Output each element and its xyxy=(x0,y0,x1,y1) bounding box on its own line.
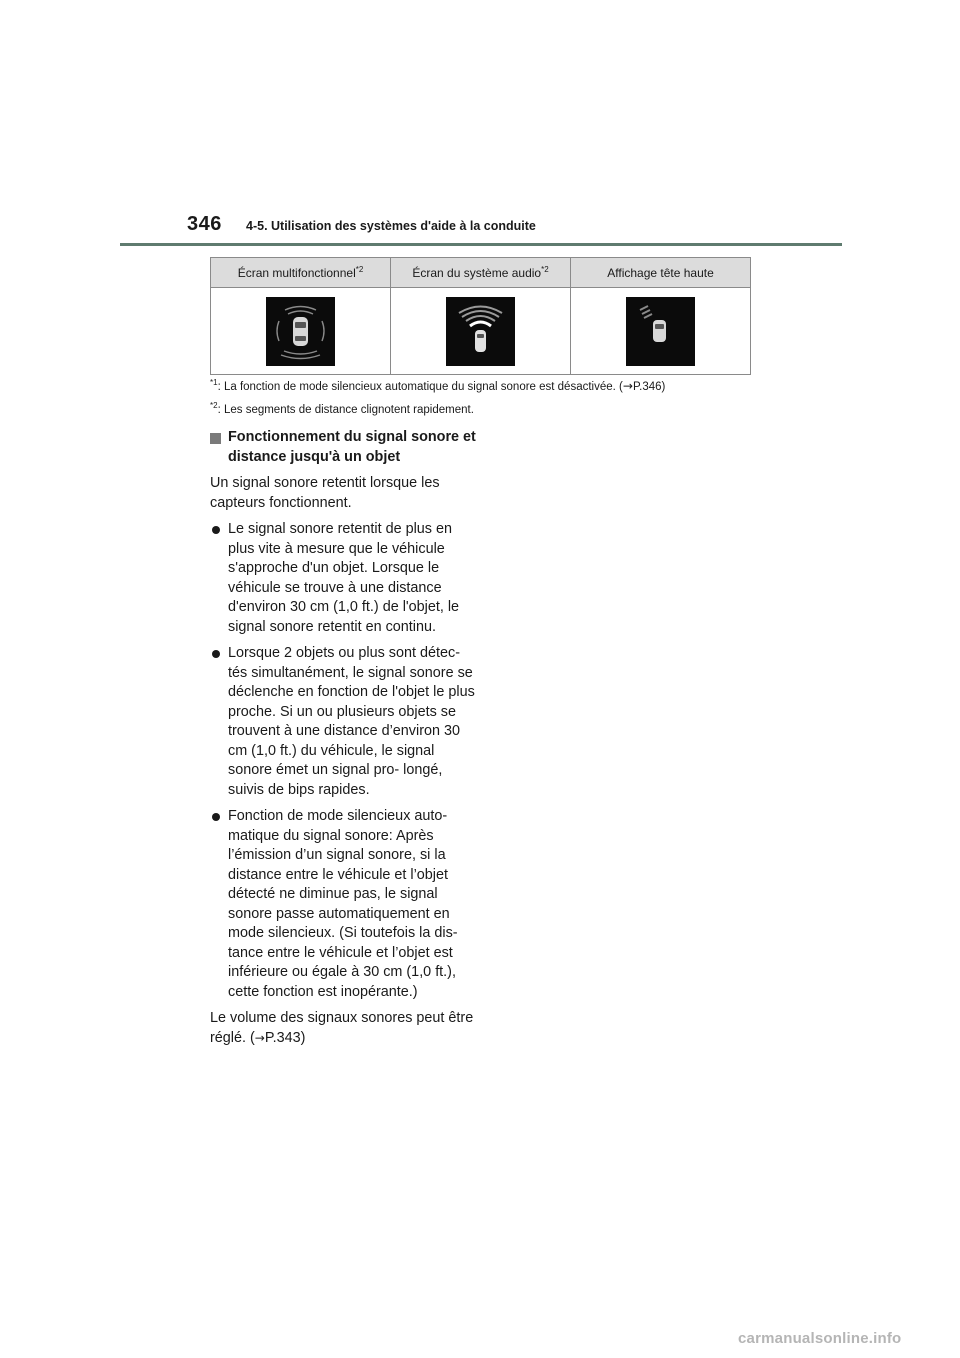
parking-sensor-multi-display-icon xyxy=(266,297,335,366)
footnote-mark: *1 xyxy=(210,378,218,387)
table-cell xyxy=(571,288,751,375)
header-rule xyxy=(120,243,842,246)
closing-text: Le volume des signaux sonores peut être réglé. ( xyxy=(210,1010,474,1046)
table-header-cell xyxy=(391,258,571,288)
table-image-row xyxy=(211,288,751,375)
bullet-item xyxy=(210,520,480,637)
page-number: 346 xyxy=(187,213,222,235)
bullet-dot-icon xyxy=(212,813,220,821)
footnote-text: : La fonction de mode silencieux automatique du signal sonore est désactivée. ( xyxy=(217,380,623,393)
display-table xyxy=(210,257,751,375)
bullet-text: Fonction de mode silencieux auto- matique du signal sonore: Après l’émission d’un signal sonore, si la distance entre le véhicule et l’objet détecté ne diminue pas, le signal sonore passe automatiquement en mode silencieux. (Si toutefois la dis- tance entre le véhicule et l’objet est inférieure ou égale à 30 cm (1,0 ft.), cette fonction est inopérante.) xyxy=(228,808,458,1000)
bullet-dot-icon xyxy=(212,650,220,658)
parking-sensor-audio-display-icon xyxy=(446,297,515,366)
page-reference-link[interactable]: P.343) xyxy=(264,1029,306,1046)
footnote-mark: *2 xyxy=(355,265,364,274)
closing-paragraph xyxy=(210,1009,480,1048)
bullet-text: Lorsque 2 objets ou plus sont détec- tés simultanément, le signal sonore se déclenche en fonction de l'objet le plus proche. Si un ou plusieurs objets se trouvent à une distance d’environ 30 cm (1,0 ft.) du véhicule, le signal sonore émet un signal pro- longé, suivis de bips rapides. xyxy=(228,645,475,798)
section-body xyxy=(210,428,480,1055)
bullet-text: Le signal sonore retentit de plus en plus vite à mesure que le véhicule s'approche d'un objet. Lorsque le véhicule se trouve à une distance d'environ 30 cm (1,0 ft.) de l'objet, le signal sonore retentit en continu. xyxy=(228,521,460,635)
table-cell xyxy=(211,288,391,375)
table-cell xyxy=(391,288,571,375)
table-header-cell xyxy=(211,258,391,288)
watermark: carmanualsonline.info xyxy=(738,1330,902,1347)
intro-paragraph: Un signal sonore retentit lorsque les capteurs fonctionnent. xyxy=(210,475,440,511)
parking-sensor-head-up-display-icon xyxy=(626,297,695,366)
arrow-icon: → xyxy=(254,1030,265,1045)
square-bullet-icon xyxy=(210,433,221,444)
page-reference-link[interactable]: P.346) xyxy=(632,380,666,393)
section-title: 4-5. Utilisation des systèmes d'aide à la conduite xyxy=(246,219,536,233)
table-header-row xyxy=(211,258,751,288)
bullet-item xyxy=(210,807,480,1002)
head-up-display-screen xyxy=(626,297,695,366)
bullet-item xyxy=(210,644,480,800)
footnote-mark: *2 xyxy=(210,401,218,410)
footnote-mark: *2 xyxy=(541,265,549,274)
multi-display-screen xyxy=(266,297,335,366)
audio-display-screen xyxy=(446,297,515,366)
column-label: Écran du système audio xyxy=(412,266,542,280)
footnote-text: : Les segments de distance clignotent rapidement. xyxy=(217,403,474,416)
section-heading xyxy=(210,428,480,467)
arrow-icon: → xyxy=(622,378,633,393)
column-label: Écran multifonctionnel xyxy=(237,266,356,280)
bullet-dot-icon xyxy=(212,526,220,534)
column-label: Affichage tête haute xyxy=(607,266,714,280)
section-heading-text: Fonctionnement du signal sonore et distance jusqu'à un objet xyxy=(228,429,476,465)
footnote-1 xyxy=(210,378,665,393)
footnote-2 xyxy=(210,401,474,416)
table-header-cell xyxy=(571,258,751,288)
